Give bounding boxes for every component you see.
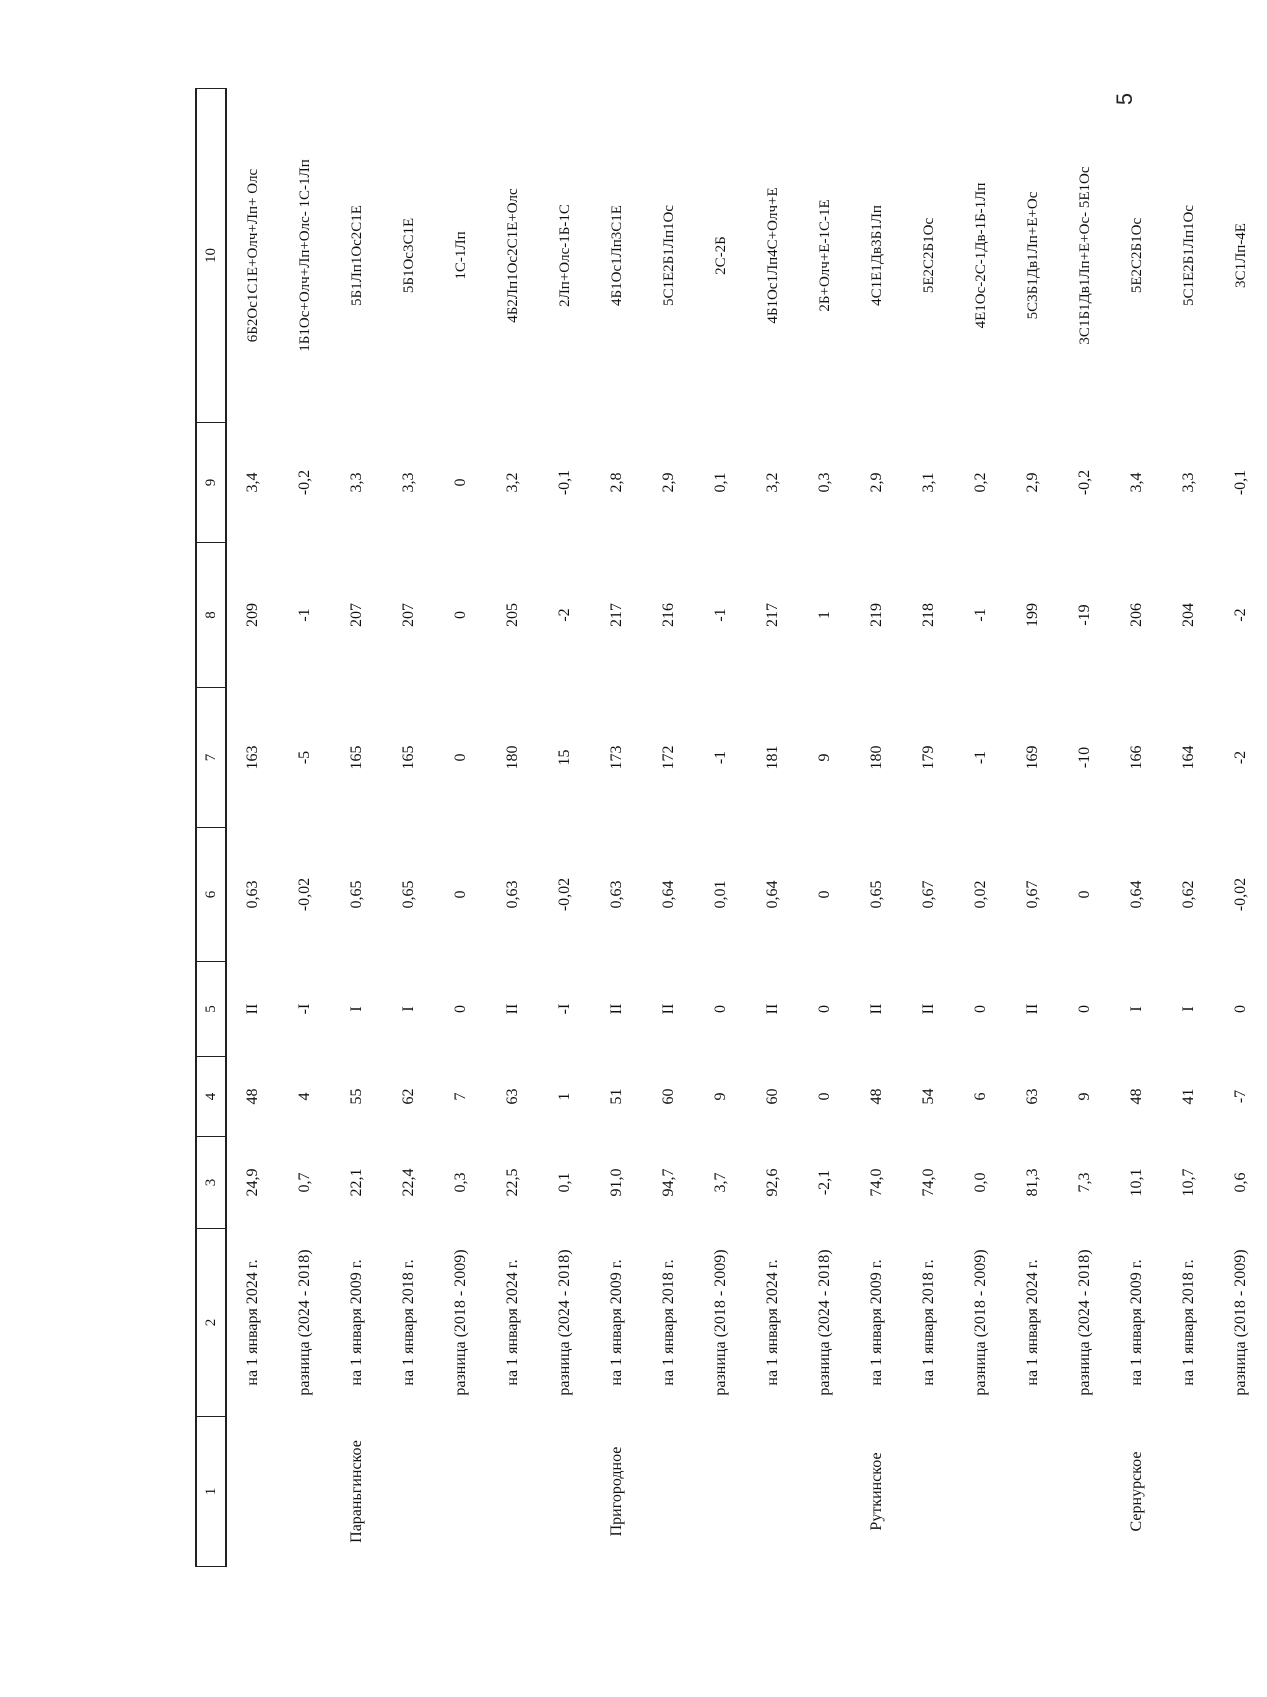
value-cell: 181 [764, 745, 781, 770]
composition-cell: 5Б1Ос3С1Е [400, 217, 417, 294]
column-header: 6 [196, 828, 226, 962]
value-cell: 3,3 [348, 472, 365, 493]
table-row [1059, 89, 1111, 1567]
value-cell: 207 [348, 603, 365, 627]
value-cell: -0,1 [556, 469, 573, 496]
value-cell: 0,65 [868, 880, 885, 909]
value-cell: 3,3 [400, 472, 417, 493]
value-cell: 209 [244, 603, 261, 627]
value-cell: 172 [660, 745, 677, 770]
value-cell: 205 [504, 603, 521, 627]
value-cell: -1 [972, 608, 989, 622]
period-cell: на 1 января 2024 г. [244, 1259, 261, 1386]
value-cell: 0 [816, 1005, 833, 1013]
period-cell: разница (2018 - 2009) [452, 1249, 469, 1396]
value-cell: 0 [1076, 890, 1093, 899]
value-cell: -1 [712, 750, 729, 765]
value-cell: 0,65 [400, 880, 417, 909]
value-cell: 60 [660, 1088, 677, 1105]
composition-cell: 5Е2С2Б1Ос [920, 217, 937, 294]
period-cell: разница (2024 - 2018) [816, 1249, 833, 1396]
value-cell: 24,9 [244, 1168, 261, 1197]
column-header: 2 [196, 1229, 226, 1417]
period-cell: на 1 января 2018 г. [400, 1259, 417, 1386]
value-cell: 0,63 [244, 880, 261, 909]
value-cell: 0 [1076, 1005, 1093, 1013]
composition-cell: 4Б1Ос1Лп4С+Олч+Е [764, 187, 781, 324]
table-row [747, 89, 799, 1567]
period-cell: на 1 января 2024 г. [1024, 1259, 1041, 1386]
value-cell: II [920, 1003, 937, 1015]
column-header: 8 [196, 543, 226, 688]
value-cell: 0,64 [764, 880, 781, 909]
value-cell: 0 [452, 1005, 469, 1013]
value-cell: 48 [244, 1088, 261, 1105]
value-cell: -0,02 [556, 877, 573, 912]
district-cell [799, 1417, 851, 1567]
composition-cell: 1Б1Ос+Олч+Лп+Олс- 1С-1Лп [296, 159, 313, 352]
value-cell: 9 [1076, 1092, 1093, 1101]
district-cell: Параньгинское [348, 1440, 365, 1543]
value-cell: 180 [868, 745, 885, 770]
value-cell: 166 [1128, 745, 1145, 770]
column-header: 4 [196, 1057, 226, 1137]
period-cell: на 1 января 2018 г. [1180, 1259, 1197, 1386]
value-cell: II [660, 1003, 677, 1015]
value-cell: 2,9 [1024, 472, 1041, 493]
value-cell: 0,63 [504, 880, 521, 909]
composition-cell: 5С3Б1Дв1Лп+Е+Ос [1024, 191, 1041, 320]
value-cell: -I [556, 1003, 573, 1015]
composition-cell: 4Е1Ос-2С-1Дв-1Б-1Лп [972, 182, 989, 329]
value-cell: 3,4 [244, 472, 261, 493]
value-cell: 0 [816, 1092, 833, 1101]
table-row [279, 89, 331, 1567]
district-cell: Руткинское [868, 1452, 885, 1531]
value-cell: 0,67 [920, 880, 937, 909]
value-cell: -1 [712, 608, 729, 622]
value-cell: 22,4 [400, 1168, 417, 1197]
value-cell: 0,3 [452, 1172, 469, 1193]
district-cell [1215, 1417, 1267, 1567]
table-row [643, 89, 695, 1567]
period-cell: разница (2018 - 2009) [1232, 1249, 1249, 1396]
value-cell: 62 [400, 1088, 417, 1105]
value-cell: II [608, 1003, 625, 1015]
value-cell: II [504, 1003, 521, 1015]
value-cell: 204 [1180, 603, 1197, 627]
district-cell [747, 1417, 799, 1567]
column-header: 10 [196, 89, 226, 423]
value-cell: 3,2 [504, 472, 521, 493]
composition-cell: 4С1Е1Дв3Б1Лп [868, 205, 885, 306]
district-cell [1059, 1417, 1111, 1567]
composition-cell: 5С1Е2Б1Лп1Ос [660, 205, 677, 306]
value-cell: II [1024, 1003, 1041, 1015]
period-cell: на 1 января 2009 г. [868, 1259, 885, 1386]
value-cell: 2,8 [608, 472, 625, 493]
value-cell: 41 [1180, 1088, 1197, 1105]
value-cell: 3,4 [1128, 472, 1145, 493]
value-cell: 63 [1024, 1088, 1041, 1105]
period-cell: разница (2018 - 2009) [972, 1249, 989, 1396]
value-cell: I [348, 1006, 365, 1012]
composition-cell: 2С-2Б [712, 236, 729, 275]
value-cell: 0,63 [608, 880, 625, 909]
value-cell: 2,9 [660, 472, 677, 493]
value-cell: 4 [296, 1092, 313, 1101]
value-cell: -2 [1232, 750, 1249, 765]
value-cell: -2 [556, 608, 573, 622]
table-row [539, 89, 591, 1567]
value-cell: 9 [816, 753, 833, 762]
page-number: 5 [1112, 92, 1137, 106]
value-cell: I [1180, 1006, 1197, 1012]
table-row [695, 89, 747, 1567]
value-cell: -1 [972, 750, 989, 765]
period-cell: на 1 января 2018 г. [660, 1259, 677, 1386]
value-cell: -0,1 [1232, 469, 1249, 496]
value-cell: 0 [452, 890, 469, 899]
value-cell: 0,64 [660, 880, 677, 909]
table-row [799, 89, 851, 1567]
table-row [226, 89, 279, 1567]
value-cell: 63 [504, 1088, 521, 1105]
value-cell: 10,1 [1128, 1168, 1145, 1197]
value-cell: 0 [972, 1005, 989, 1013]
value-cell: 217 [764, 603, 781, 627]
table-row [1007, 89, 1059, 1567]
value-cell: -1 [296, 608, 313, 622]
table-row [435, 89, 487, 1567]
value-cell: -2,1 [816, 1169, 833, 1196]
value-cell: 217 [608, 603, 625, 627]
value-cell: 0,2 [972, 472, 989, 493]
value-cell: II [764, 1003, 781, 1015]
period-cell: на 1 января 2018 г. [920, 1259, 937, 1386]
value-cell: 180 [504, 745, 521, 770]
value-cell: 0,0 [972, 1172, 989, 1193]
value-cell: 3,3 [1180, 472, 1197, 493]
column-header: 7 [196, 688, 226, 828]
column-header: 5 [196, 962, 226, 1057]
district-cell: Сернурское [1128, 1451, 1145, 1532]
value-cell: 0,1 [712, 472, 729, 493]
period-cell: на 1 января 2009 г. [348, 1259, 365, 1386]
period-cell: на 1 января 2024 г. [764, 1259, 781, 1386]
value-cell: 0,67 [1024, 880, 1041, 909]
value-cell: II [868, 1003, 885, 1015]
district-cell [539, 1417, 591, 1567]
value-cell: 0,02 [972, 880, 989, 909]
district-cell [383, 1417, 435, 1567]
district-cell [955, 1417, 1007, 1567]
value-cell: -0,2 [296, 469, 313, 496]
value-cell: II [244, 1003, 261, 1015]
district-cell [226, 1417, 279, 1567]
table-row [903, 89, 955, 1567]
period-cell: разница (2024 - 2018) [556, 1249, 573, 1396]
composition-cell: 3С1Б1Дв1Лп+Е+Ос- 5Е1Ос [1076, 166, 1093, 345]
value-cell: 48 [1128, 1088, 1145, 1105]
district-cell [643, 1417, 695, 1567]
value-cell: 0,6 [1232, 1172, 1249, 1193]
value-cell: 10,7 [1180, 1168, 1197, 1197]
table-row [331, 89, 383, 1567]
value-cell: 2,9 [868, 472, 885, 493]
district-cell [279, 1417, 331, 1567]
value-cell: 51 [608, 1088, 625, 1105]
column-header: 9 [196, 423, 226, 543]
composition-cell: 4Б1Ос1Лп3С1Е [608, 205, 625, 306]
period-cell: на 1 января 2009 г. [1128, 1259, 1145, 1386]
value-cell: -2 [1232, 608, 1249, 622]
value-cell: 74,0 [920, 1168, 937, 1197]
column-header: 3 [196, 1137, 226, 1229]
value-cell: 7,3 [1076, 1172, 1093, 1193]
value-cell: 165 [400, 745, 417, 770]
value-cell: 216 [660, 603, 677, 627]
district-cell [435, 1417, 487, 1567]
value-cell: 3,7 [712, 1172, 729, 1193]
value-cell: 218 [920, 603, 937, 627]
value-cell: 164 [1180, 745, 1197, 770]
composition-cell: 2Лп+Олс-1Б-1С [556, 204, 573, 307]
value-cell: 48 [868, 1088, 885, 1105]
value-cell: -0,02 [1232, 877, 1249, 912]
value-cell: 22,1 [348, 1168, 365, 1197]
value-cell: 0,3 [816, 472, 833, 493]
value-cell: -I [296, 1003, 313, 1015]
table-row [487, 89, 539, 1567]
table-row [1111, 89, 1163, 1567]
value-cell: 1 [816, 611, 833, 619]
value-cell: 0 [1232, 1005, 1249, 1013]
value-cell: 15 [556, 749, 573, 766]
table-row [591, 89, 643, 1567]
value-cell: 206 [1128, 603, 1145, 627]
district-cell [1007, 1417, 1059, 1567]
table-row [1215, 89, 1267, 1567]
district-cell [1163, 1417, 1215, 1567]
value-cell: 74,0 [868, 1168, 885, 1197]
value-cell: 81,3 [1024, 1168, 1041, 1197]
period-cell: разница (2024 - 2018) [296, 1249, 313, 1396]
composition-cell: 2Б+Олч+Е-1С-1Е [816, 199, 833, 312]
table-header-row [196, 89, 226, 1567]
value-cell: 0,64 [1128, 880, 1145, 909]
composition-cell: 3С1Лп-4Е [1232, 223, 1249, 288]
value-cell: 94,7 [660, 1168, 677, 1197]
value-cell: 199 [1024, 603, 1041, 627]
value-cell: 165 [348, 745, 365, 770]
value-cell: 173 [608, 745, 625, 770]
value-cell: -0,02 [296, 877, 313, 912]
value-cell: 207 [400, 603, 417, 627]
column-header: 1 [196, 1417, 226, 1567]
composition-cell: 5С1Е2Б1Лп1Ос [1180, 205, 1197, 306]
value-cell: -10 [1076, 746, 1093, 769]
value-cell: 91,0 [608, 1168, 625, 1197]
value-cell: -19 [1076, 604, 1093, 626]
value-cell: I [400, 1006, 417, 1012]
composition-cell: 5Е2С2Б1Ос [1128, 217, 1145, 294]
value-cell: 9 [712, 1092, 729, 1101]
composition-cell: 1С-1Лп [452, 231, 469, 280]
value-cell: 219 [868, 603, 885, 627]
value-cell: 1 [556, 1092, 573, 1101]
value-cell: -5 [296, 750, 313, 765]
value-cell: 92,6 [764, 1168, 781, 1197]
table-row [955, 89, 1007, 1567]
composition-cell: 6Б2Ос1С1Е+Олч+Лп+ Олс [244, 168, 261, 343]
table-row [383, 89, 435, 1567]
composition-cell: 5Б1Лп1Ос2С1Е [348, 205, 365, 306]
district-cell [487, 1417, 539, 1567]
value-cell: I [1128, 1006, 1145, 1012]
value-cell: 0 [452, 478, 469, 487]
value-cell: 0,1 [556, 1172, 573, 1193]
district-cell [903, 1417, 955, 1567]
value-cell: -0,2 [1076, 469, 1093, 496]
period-cell: разница (2024 - 2018) [1076, 1249, 1093, 1396]
value-cell: 0,65 [348, 880, 365, 909]
value-cell: 0 [712, 1005, 729, 1013]
value-cell: 163 [244, 745, 261, 770]
table-row [1163, 89, 1215, 1567]
value-cell: 0 [816, 890, 833, 899]
period-cell: на 1 января 2024 г. [504, 1259, 521, 1386]
value-cell: 60 [764, 1088, 781, 1105]
value-cell: 0 [452, 611, 469, 619]
composition-cell: 4Б2Лп1Ос2С1Е+Олс [504, 188, 521, 323]
value-cell: -7 [1232, 1089, 1249, 1104]
value-cell: 3,1 [920, 472, 937, 493]
value-cell: 0,7 [296, 1172, 313, 1193]
value-cell: 55 [348, 1088, 365, 1105]
value-cell: 54 [920, 1088, 937, 1105]
district-cell [695, 1417, 747, 1567]
period-cell: на 1 января 2009 г. [608, 1259, 625, 1386]
rotated-table-frame [195, 89, 1249, 1567]
data-table [195, 88, 1267, 1567]
district-cell: Пригородное [608, 1446, 625, 1537]
value-cell: 0,62 [1180, 880, 1197, 909]
value-cell: 169 [1024, 745, 1041, 770]
period-cell: разница (2018 - 2009) [712, 1249, 729, 1396]
value-cell: 7 [452, 1092, 469, 1101]
value-cell: 6 [972, 1092, 989, 1101]
value-cell: 22,5 [504, 1168, 521, 1197]
value-cell: 179 [920, 745, 937, 770]
value-cell: 0,01 [712, 880, 729, 909]
value-cell: 0 [452, 753, 469, 762]
value-cell: 3,2 [764, 472, 781, 493]
table-row [851, 89, 903, 1567]
